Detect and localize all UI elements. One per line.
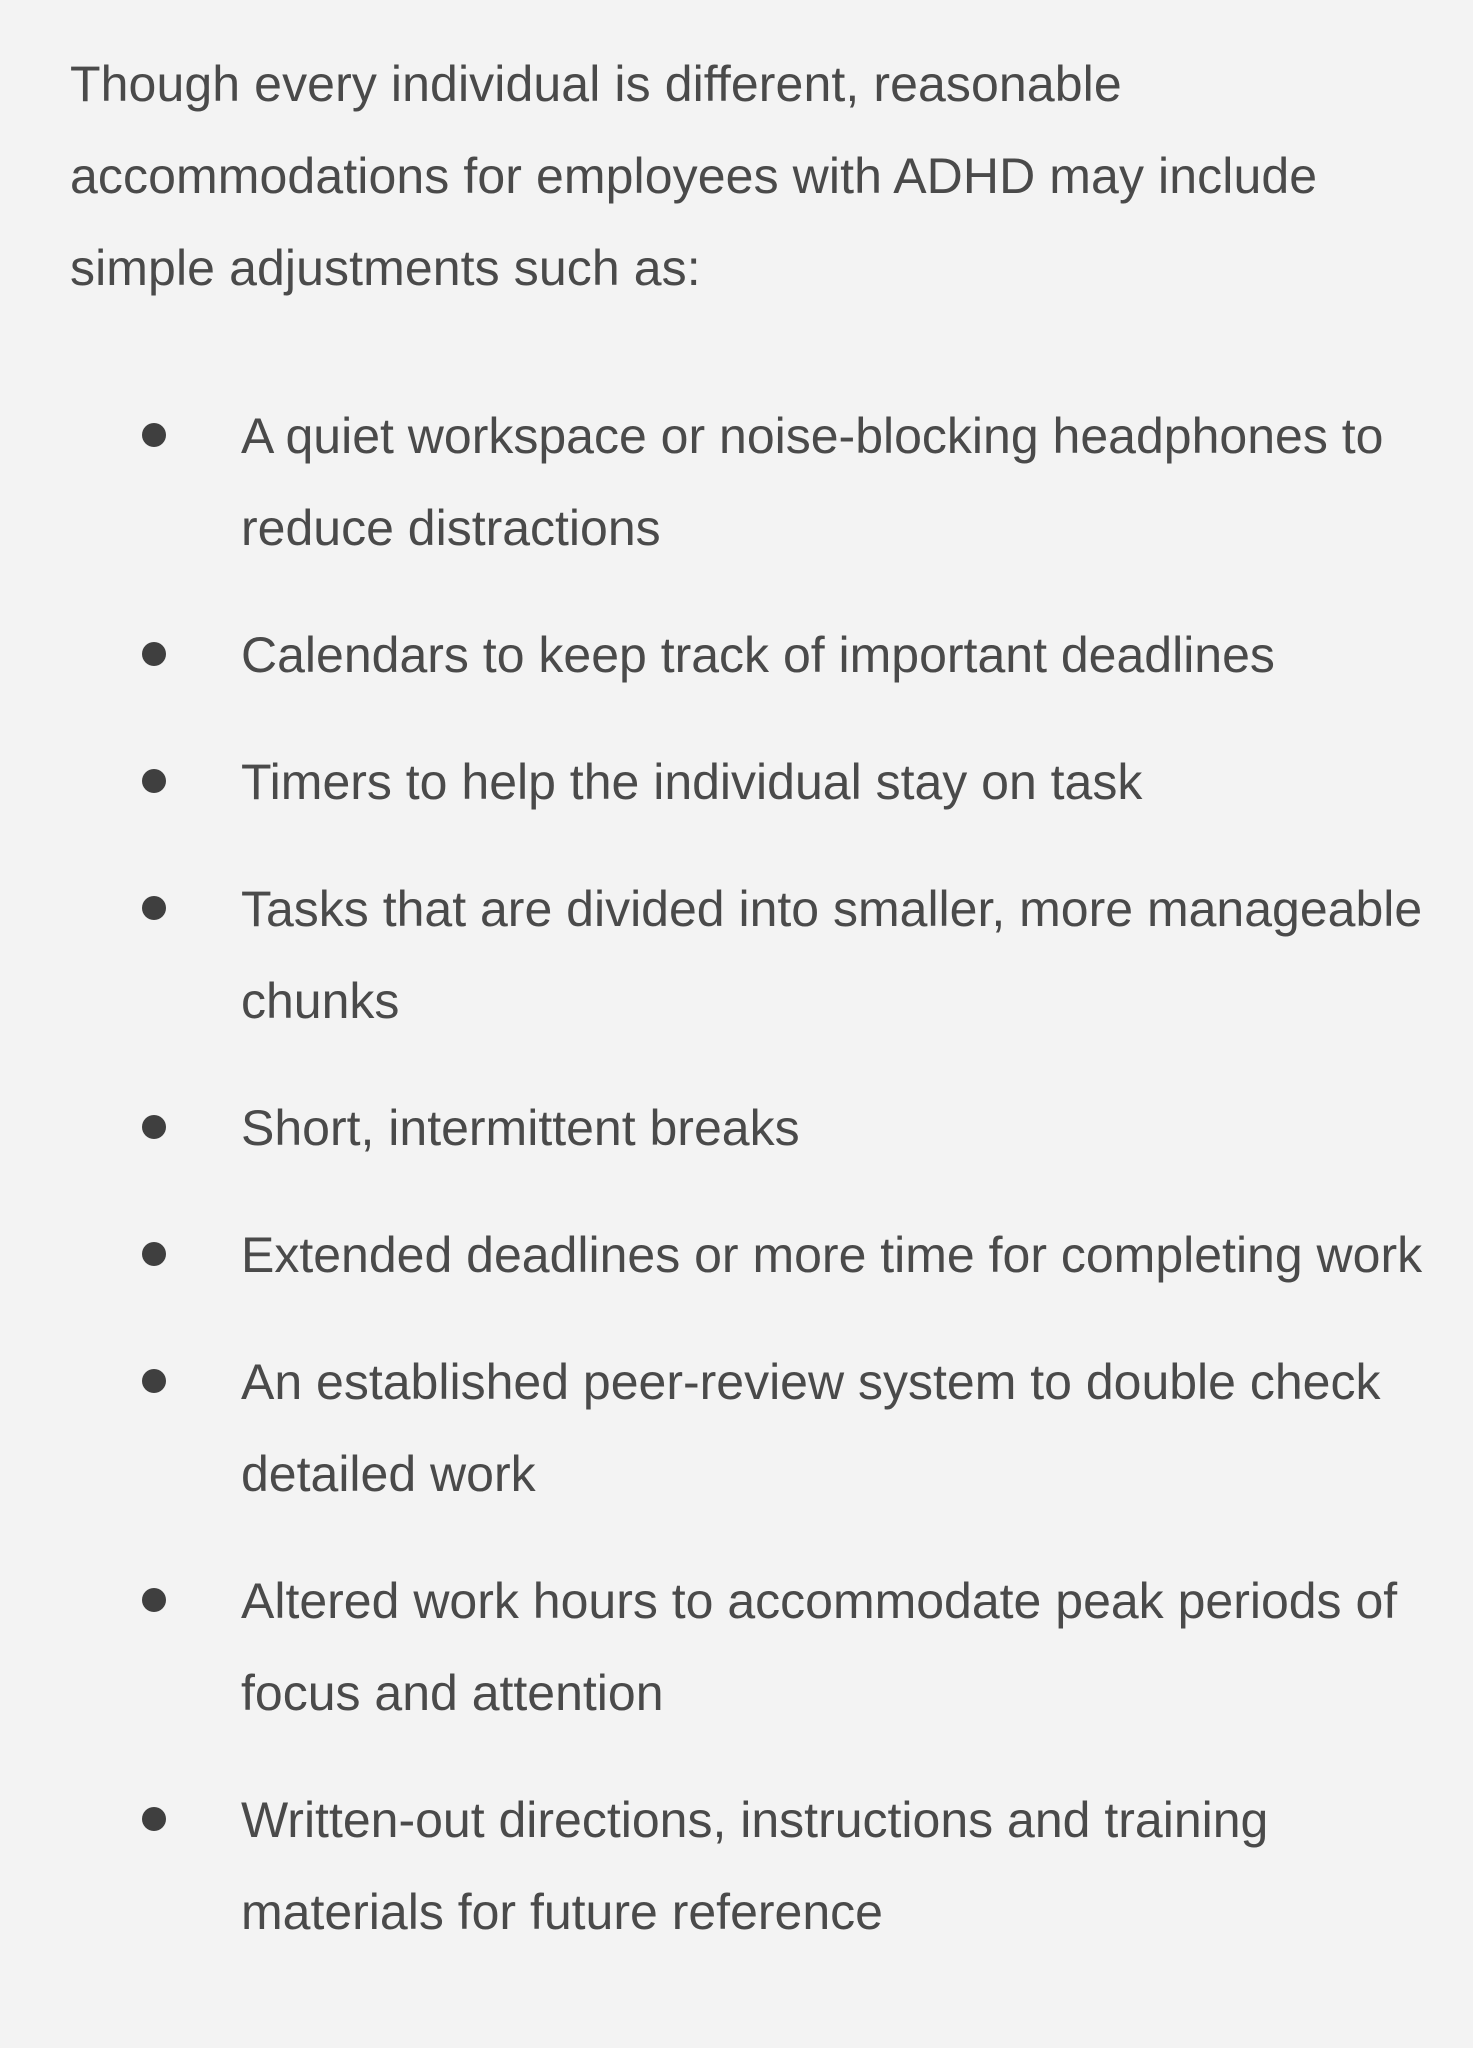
list-item xyxy=(0,736,1473,828)
list-item-text: Calendars to keep track of important deadlines xyxy=(241,627,1275,683)
list-item xyxy=(0,609,1473,701)
bullet-icon xyxy=(142,423,166,447)
list-item xyxy=(0,1082,1473,1174)
bullet-icon xyxy=(142,1807,166,1831)
list-item xyxy=(0,390,1473,574)
intro-paragraph: Though every individual is different, reasonable accommodations for employees with ADHD may include simple adjustments such as: xyxy=(70,56,1318,296)
list-item xyxy=(0,1555,1473,1739)
list-item-text: Altered work hours to accommodate peak periods of focus and attention xyxy=(241,1573,1398,1721)
bullet-icon xyxy=(142,642,166,666)
list-item-text: A quiet workspace or noise-blocking headphones to reduce distractions xyxy=(241,408,1384,556)
bullet-icon xyxy=(142,769,166,793)
list-item xyxy=(0,1774,1473,1958)
list-item-text: Timers to help the individual stay on task xyxy=(241,754,1143,810)
list-item-text: Extended deadlines or more time for completing work xyxy=(241,1227,1423,1283)
bullet-icon xyxy=(142,1588,166,1612)
list-item-text: Tasks that are divided into smaller, more manageable chunks xyxy=(241,881,1423,1029)
bullet-icon xyxy=(142,1242,166,1266)
accommodations-list xyxy=(0,390,1473,1993)
list-item xyxy=(0,863,1473,1047)
bullet-icon xyxy=(142,896,166,920)
list-item-text: Short, intermittent breaks xyxy=(241,1100,800,1156)
list-item xyxy=(0,1336,1473,1520)
bullet-icon xyxy=(142,1369,166,1393)
list-item xyxy=(0,1209,1473,1301)
list-item-text: An established peer-review system to double check detailed work xyxy=(241,1354,1381,1502)
list-item-text: Written-out directions, instructions and training materials for future reference xyxy=(241,1792,1269,1940)
bullet-icon xyxy=(142,1115,166,1139)
